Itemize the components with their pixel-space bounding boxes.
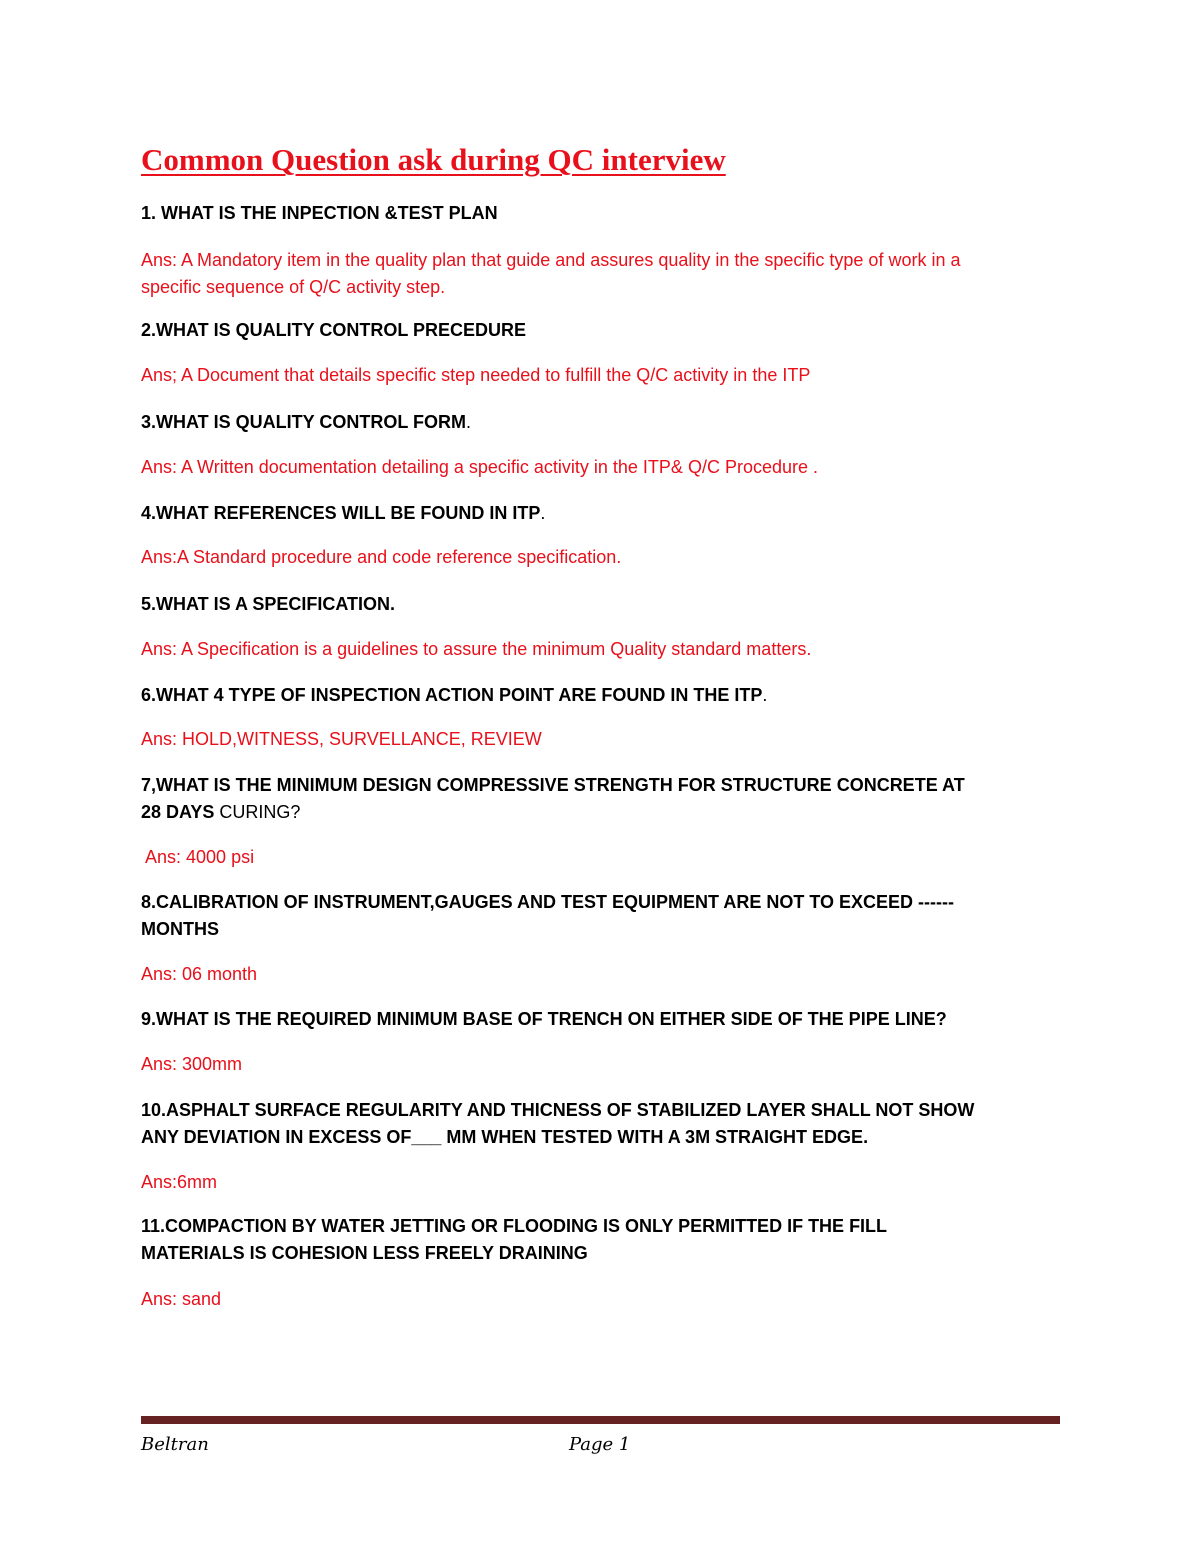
page-title: Common Question ask during QC interview — [141, 142, 726, 177]
question-6: 6.WHAT 4 TYPE OF INSPECTION ACTION POINT ARE FOUND IN THE ITP. — [141, 685, 768, 705]
question-9: 9.WHAT IS THE REQUIRED MINIMUM BASE OF TRENCH ON EITHER SIDE OF THE PIPE LINE? — [141, 1009, 947, 1029]
answer-4: Ans:A Standard procedure and code reference specification. — [141, 547, 622, 567]
answer-9: Ans: 300mm — [141, 1054, 243, 1074]
answer-1: Ans: A Mandatory item in the quality plan that guide and assures quality in the specific type of work in a specific sequence of Q/C activity step. — [141, 250, 961, 297]
answer-7: Ans: 4000 psi — [141, 847, 255, 867]
footer-rule — [141, 1416, 1060, 1424]
answer-3: Ans: A Written documentation detailing a specific activity in the ITP& Q/C Procedure . — [141, 457, 818, 477]
answer-10: Ans:6mm — [141, 1172, 218, 1192]
footer-author: Beltran — [141, 1434, 209, 1455]
question-2: 2.WHAT IS QUALITY CONTROL PRECEDURE — [141, 320, 527, 340]
question-3: 3.WHAT IS QUALITY CONTROL FORM. — [141, 412, 472, 432]
page-number: Page 1 — [569, 1434, 631, 1455]
question-7: 7,WHAT IS THE MINIMUM DESIGN COMPRESSIVE STRENGTH FOR STRUCTURE CONCRETE AT 28 DAYS CURING? — [141, 775, 965, 822]
question-1: 1. WHAT IS THE INPECTION &TEST PLAN — [141, 203, 498, 223]
question-4: 4.WHAT REFERENCES WILL BE FOUND IN ITP. — [141, 503, 546, 523]
answer-5: Ans: A Specification is a guidelines to assure the minimum Quality standard matters. — [141, 639, 812, 659]
question-5: 5.WHAT IS A SPECIFICATION. — [141, 594, 396, 614]
answer-11: Ans: sand — [141, 1289, 222, 1309]
answer-8: Ans: 06 month — [141, 964, 258, 984]
question-10: 10.ASPHALT SURFACE REGULARITY AND THICNESS OF STABILIZED LAYER SHALL NOT SHOW ANY DEVIATION IN EXCESS OF___ MM WHEN TESTED WITH A 3M STRAIGHT EDGE. — [141, 1100, 975, 1147]
question-11: 11.COMPACTION BY WATER JETTING OR FLOODING IS ONLY PERMITTED IF THE FILL MATERIALS IS COHESION LESS FREELY DRAINING — [141, 1216, 888, 1263]
answer-6: Ans: HOLD,WITNESS, SURVELLANCE, REVIEW — [141, 729, 542, 749]
answer-2: Ans; A Document that details specific step needed to fulfill the Q/C activity in the ITP — [141, 365, 811, 385]
question-8: 8.CALIBRATION OF INSTRUMENT,GAUGES AND TEST EQUIPMENT ARE NOT TO EXCEED ------ MONTHS — [141, 892, 955, 939]
